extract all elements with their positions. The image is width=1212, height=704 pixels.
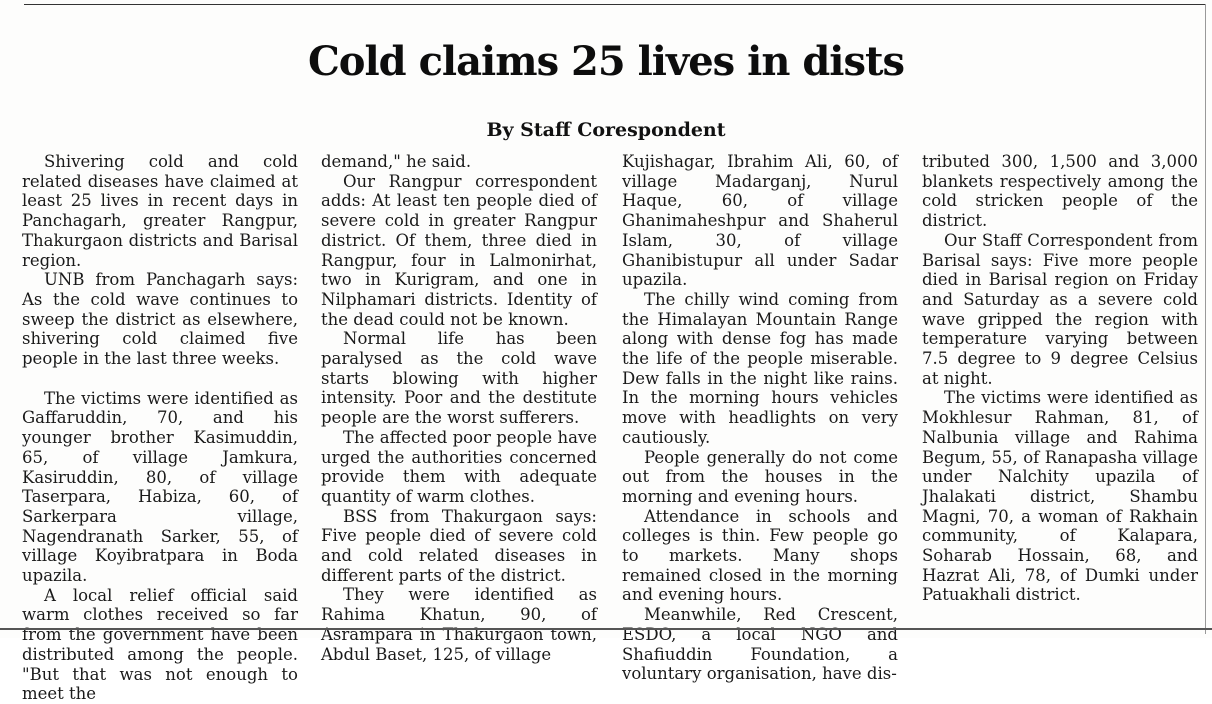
article-paragraph: The victims were identified as Gaffaruddin, 70, and his younger brother Kasimuddin, 65, of village Jamkura, Kasiruddin, 80, of village Taserpara, Habiza, 60, of Sarkerpara village, Nagendranath Sarker, 55, of village Koyibratpara in Boda upazila. [22, 388, 298, 586]
article-paragraph: A local relief official said warm clothes received so far from the government have been distributed among the people. "But that was not enough to meet the [22, 585, 298, 704]
top-rule [24, 4, 1206, 5]
article-paragraph: The victims were identified as Mokhlesur Rahman, 81, of Nalbunia village and Rahima Begum, 55, of Ranapasha village under Nalchity upazila of Jhalakati district, Shambu Magni, 70, a woman of Rakhain community, of Kalapara, Soharab Hossain, 68, and Hazrat Ali, 78, of Dumki under Patuakhali district. [922, 388, 1198, 605]
article-paragraph: demand," he said. [321, 152, 472, 171]
article-column-3 [622, 152, 898, 684]
article-column-1 [22, 152, 298, 704]
article-paragraph: Our Rangpur correspondent adds: At least ten people died of severe cold in greater Rangpur district. Of them, three died in Rangpur, four in Lalmonirhat, two in Kurigram, and one in Nilphamari districts. Identity of the dead could not be known. [321, 171, 597, 329]
headline: Cold claims 25 lives in dists [307, 38, 905, 85]
article-column-4 [922, 152, 1198, 605]
article-paragraph: Shivering cold and cold related diseases have claimed at least 25 lives in recent days in Panchagarh, greater Rangpur, Thakurgaon districts and Barisal region. [22, 152, 298, 270]
article-paragraph: Normal life has been paralysed as the cold wave starts blowing with higher intensity. Poor and the destitute people are the worst sufferers. [321, 329, 597, 428]
article-paragraph: BSS from Thakurgaon says: Five people died of severe cold and cold related diseases in different parts of the district. [321, 506, 597, 585]
article-paragraph: Attendance in schools and colleges is thin. Few people go to markets. Many shops remained closed in the morning and evening hours. [622, 506, 898, 605]
article-body [22, 152, 1198, 704]
article-paragraph: UNB from Panchagarh says: As the cold wave continues to sweep the district as elsewhere, shivering cold claimed five people in the last three weeks. [22, 270, 298, 369]
article-paragraph: tributed 300, 1,500 and 3,000 blankets respectively among the cold stricken people of the district. [922, 152, 1198, 231]
article-paragraph: People generally do not come out from the houses in the morning and evening hours. [622, 447, 898, 506]
article-paragraph: Our Staff Correspondent from Barisal says: Five more people died in Barisal region on Friday and Saturday as a severe cold wave gripped the region with temperature varying between 7.5 degree to 9 degree Celsius at night. [922, 230, 1198, 388]
article-paragraph: Kujishagar, Ibrahim Ali, 60, of village Madarganj, Nurul Haque, 60, of village Ghanimaheshpur and Shaherul Islam, 30, of village Ghanibistupur all under Sadar upazila. [622, 152, 898, 290]
article-column-2 [321, 152, 597, 664]
bottom-rule [0, 628, 1212, 630]
article-paragraph: The chilly wind coming from the Himalayan Mountain Range along with dense fog has made the life of the people miserable. Dew falls in the night like rains. In the morning hours vehicles move with headlights on very cautiously. [622, 289, 898, 447]
article-paragraph: The affected poor people have urged the authorities concerned provide them with adequate quantity of warm clothes. [321, 427, 597, 506]
byline: By Staff Corespondent [486, 119, 726, 141]
article-paragraph: They were identified as Rahima Khatun, 90, of Asrampara in Thakurgaon town, Abdul Baset, 125, of village [321, 585, 597, 664]
article-paragraph: Meanwhile, Red Crescent, ESDO, a local NGO and Shafiuddin Foundation, a voluntary organisation, have dis- [622, 605, 898, 684]
